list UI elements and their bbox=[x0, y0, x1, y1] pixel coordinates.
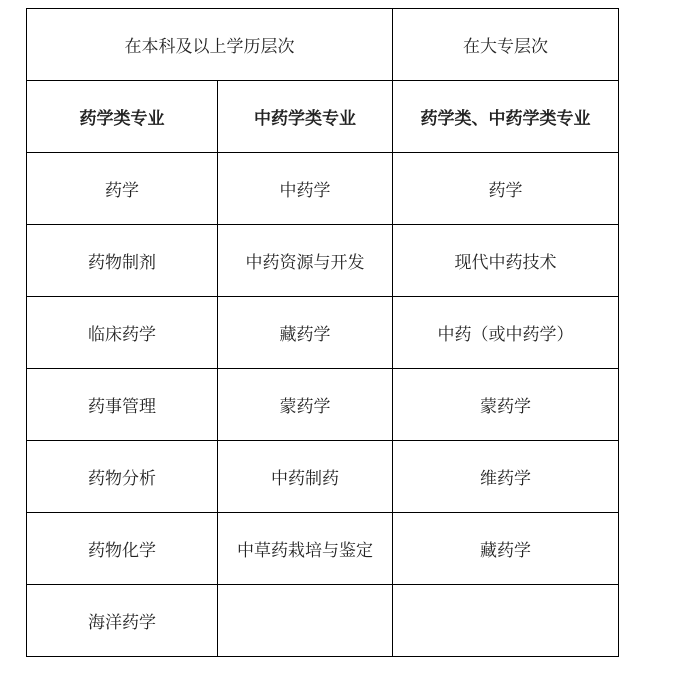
table-cell: 药事管理 bbox=[27, 369, 218, 441]
table-row bbox=[27, 513, 619, 585]
subheader-tcm-pharmacy-majors: 中药学类专业 bbox=[218, 81, 393, 153]
table-cell: 蒙药学 bbox=[218, 369, 393, 441]
table-row bbox=[27, 585, 619, 657]
majors-table bbox=[26, 8, 619, 657]
table-row bbox=[27, 225, 619, 297]
subheader-pharmacy-majors: 药学类专业 bbox=[27, 81, 218, 153]
header-undergrad-level: 在本科及以上学历层次 bbox=[27, 9, 393, 81]
table-cell: 中药（或中药学） bbox=[393, 297, 619, 369]
table-cell: 中药资源与开发 bbox=[218, 225, 393, 297]
table-row bbox=[27, 153, 619, 225]
table-cell: 药学 bbox=[27, 153, 218, 225]
table-header-row bbox=[27, 9, 619, 81]
table-cell: 药物化学 bbox=[27, 513, 218, 585]
table-cell bbox=[218, 585, 393, 657]
table-cell: 现代中药技术 bbox=[393, 225, 619, 297]
table-subheader-row bbox=[27, 81, 619, 153]
table-cell: 中药学 bbox=[218, 153, 393, 225]
table-cell: 海洋药学 bbox=[27, 585, 218, 657]
table-cell: 藏药学 bbox=[393, 513, 619, 585]
header-college-level: 在大专层次 bbox=[393, 9, 619, 81]
table-row bbox=[27, 297, 619, 369]
table-cell: 维药学 bbox=[393, 441, 619, 513]
table-cell: 中草药栽培与鉴定 bbox=[218, 513, 393, 585]
table-cell: 藏药学 bbox=[218, 297, 393, 369]
table-cell: 临床药学 bbox=[27, 297, 218, 369]
table-row bbox=[27, 441, 619, 513]
subheader-college-majors: 药学类、中药学类专业 bbox=[393, 81, 619, 153]
table-cell: 中药制药 bbox=[218, 441, 393, 513]
table-cell: 药学 bbox=[393, 153, 619, 225]
table-cell: 药物制剂 bbox=[27, 225, 218, 297]
table-cell: 蒙药学 bbox=[393, 369, 619, 441]
table-cell bbox=[393, 585, 619, 657]
table-row bbox=[27, 369, 619, 441]
table-cell: 药物分析 bbox=[27, 441, 218, 513]
